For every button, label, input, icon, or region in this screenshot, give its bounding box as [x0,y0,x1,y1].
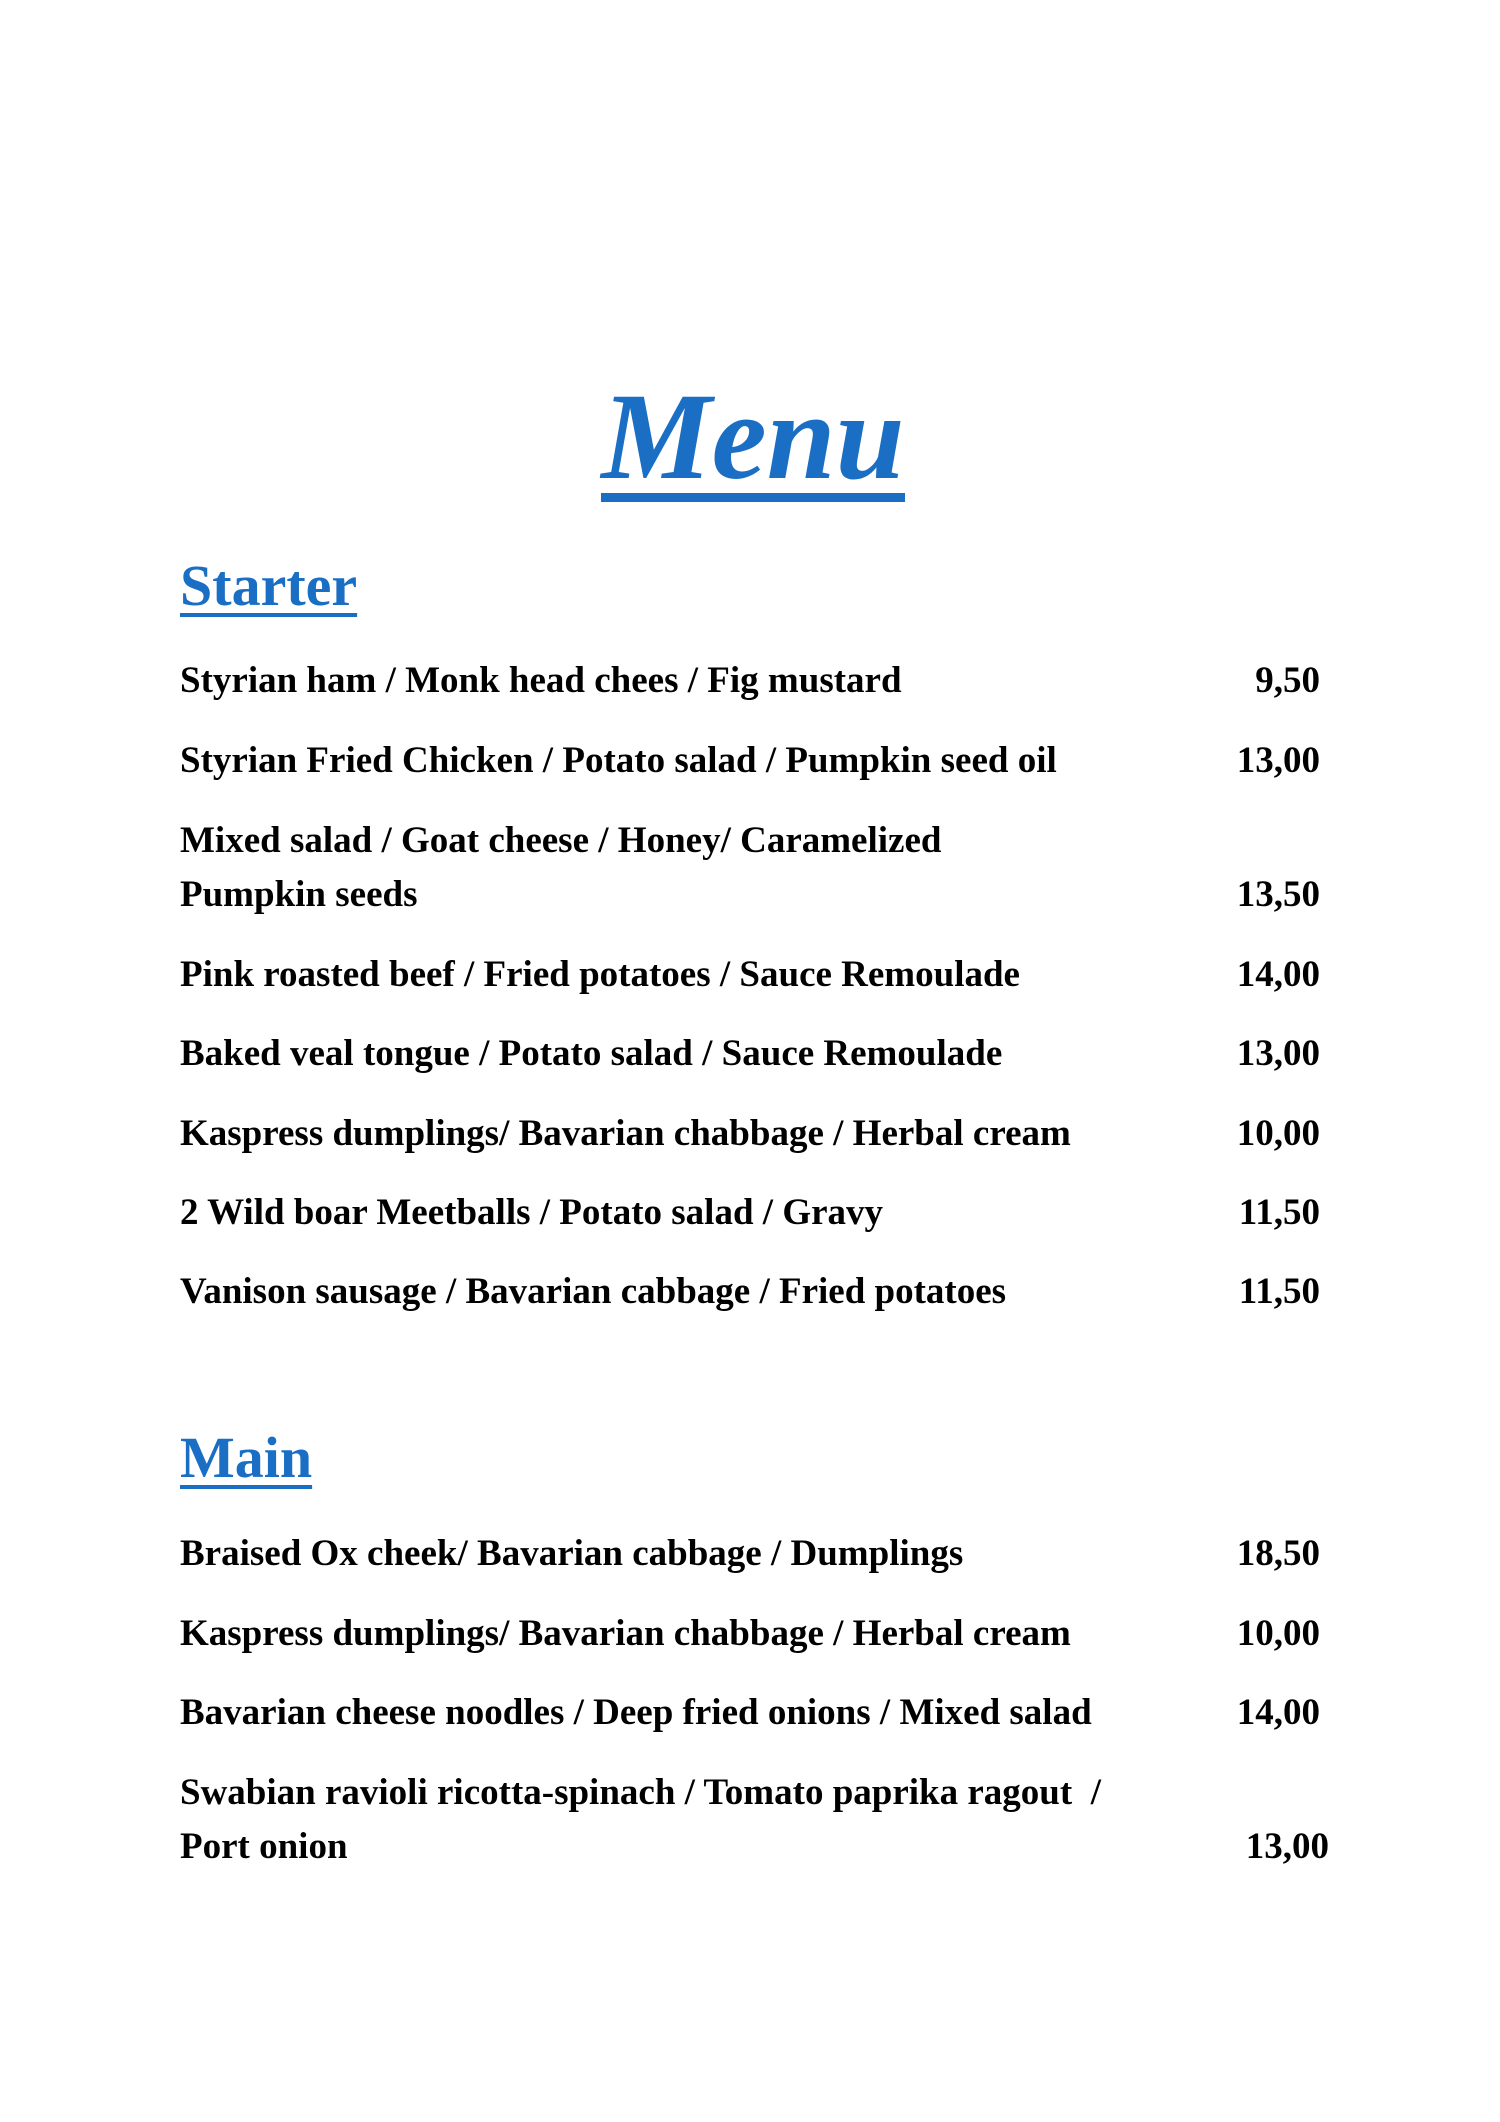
menu-item [180,1265,1320,1319]
menu-item-price: 10,00 [1236,1113,1320,1154]
menu-item-price: 9,50 [1255,660,1320,701]
menu-item [180,1186,1320,1240]
menu-item-name: Styrian Fried Chicken / Potato salad / Pumpkin seed oil [180,740,1057,781]
section-heading-starter: Starter [180,553,358,618]
menu-item-name: Swabian ravioli ricotta-spinach / Tomato paprika ragout / [180,1772,1101,1813]
menu-item-name-line2: Port onion [180,1826,348,1867]
menu-item-name: Kaspress dumplings/ Bavarian chabbage / Herbal cream [180,1613,1071,1654]
menu-item-price: 13,50 [1236,874,1320,915]
menu-item-price: 14,00 [1236,1692,1320,1733]
menu-item [180,948,1320,1002]
menu-item-price: 10,00 [1236,1613,1320,1654]
menu-item-name-line2: Pumpkin seeds [180,874,418,915]
menu-item [180,1527,1320,1581]
menu-item-price: 11,50 [1238,1192,1320,1233]
menu-item-name: Baked veal tongue / Potato salad / Sauce Remoulade [180,1033,1003,1074]
menu-title-text: Menu [601,368,905,505]
menu-item [180,1686,1320,1740]
menu-item [180,654,1320,708]
menu-item-price: 13,00 [1236,1033,1320,1074]
menu-item-price: 13,00 [1245,1826,1329,1867]
section-heading-main: Main [180,1425,313,1490]
menu-item [180,1607,1320,1661]
menu-item [180,1107,1320,1161]
menu-item-name: Bavarian cheese noodles / Deep fried onions / Mixed salad [180,1692,1092,1733]
menu-item [180,1766,1329,1874]
menu-item [180,734,1320,788]
menu-item-price: 14,00 [1236,954,1320,995]
menu-item [180,1027,1320,1081]
menu-item-price: 18,50 [1236,1533,1320,1574]
menu-item-name: Kaspress dumplings/ Bavarian chabbage / Herbal cream [180,1113,1071,1154]
menu-item-name: Styrian ham / Monk head chees / Fig mustard [180,660,902,701]
menu-item-name: 2 Wild boar Meetballs / Potato salad / Gravy [180,1192,884,1233]
menu-item [180,814,1320,922]
menu-item-name: Vanison sausage / Bavarian cabbage / Fried potatoes [180,1271,1007,1312]
menu-item-name: Braised Ox cheek/ Bavarian cabbage / Dumplings [180,1533,964,1574]
menu-item-name: Mixed salad / Goat cheese / Honey/ Caramelized [180,820,942,861]
menu-item-name: Pink roasted beef / Fried potatoes / Sauce Remoulade [180,954,1020,995]
menu-title [0,368,1500,505]
menu-item-price: 11,50 [1238,1271,1320,1312]
menu-item-price: 13,00 [1236,740,1320,781]
